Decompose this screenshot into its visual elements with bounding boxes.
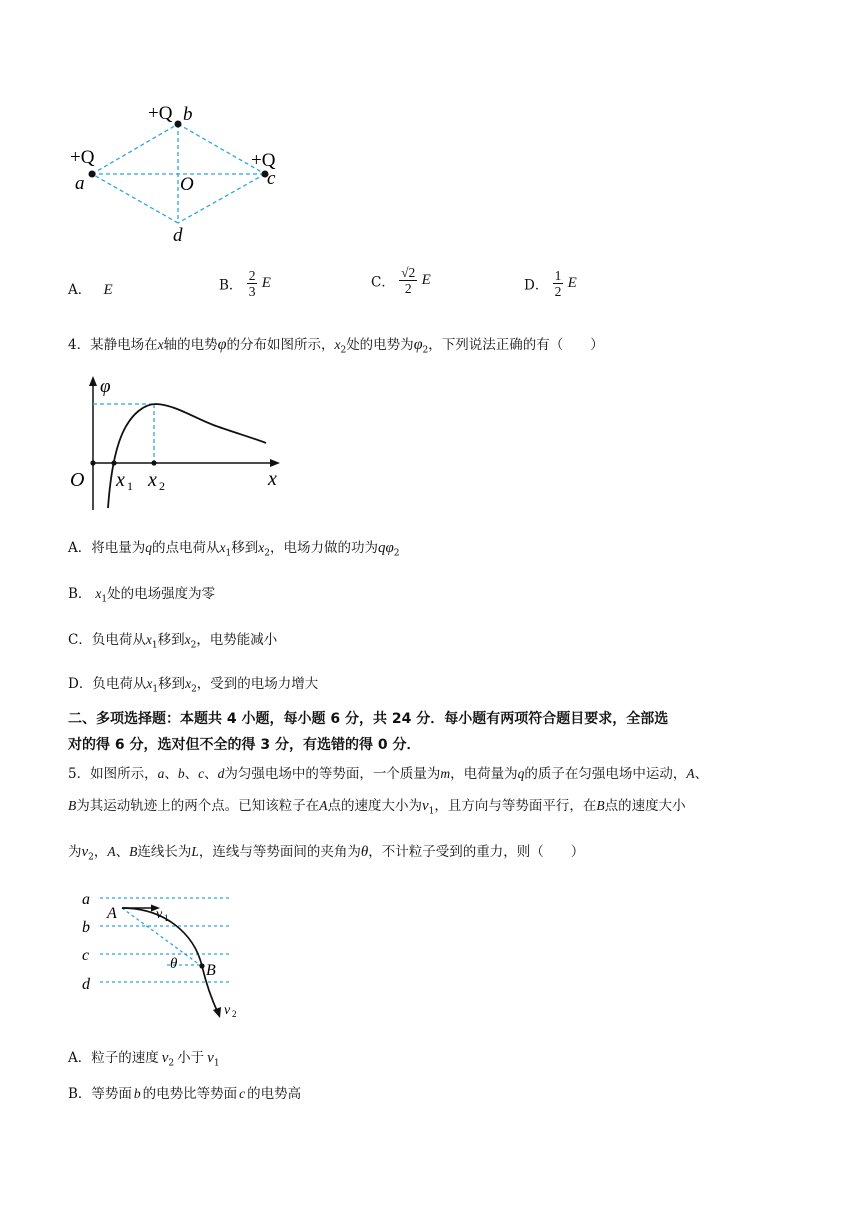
q3-option-b[interactable]: B． $\frac{2}{3}$ E <box>219 268 271 299</box>
label-c: c <box>267 168 276 189</box>
edge-da <box>92 174 178 223</box>
label-surface-d: d <box>82 976 90 993</box>
label-v1-sub: 1 <box>164 913 169 923</box>
fraction-1-2: $\frac{1}{2}$ <box>554 268 562 299</box>
q4-option-c[interactable]: C．负电荷从$x_1$移到$x_2$，电势能减小 <box>68 632 278 651</box>
label-b-charge: +Q <box>148 103 173 124</box>
label-d: d <box>173 225 183 246</box>
y-axis-arrow <box>89 376 97 386</box>
x-axis-label: x <box>268 468 277 490</box>
x2-label: x <box>148 469 157 491</box>
q4-option-d[interactable]: D．负电荷从$x_1$移到$x_2$，受到的电场力增大 <box>68 676 319 695</box>
label-point-b: B <box>206 962 216 979</box>
label-v2: v <box>224 1003 231 1018</box>
label-point-a: A <box>107 905 117 922</box>
x1-label: x <box>116 469 125 491</box>
origin-label: O <box>70 469 85 491</box>
rhombus-charge-diagram <box>60 95 320 255</box>
q3-option-a[interactable]: A． E <box>68 282 113 298</box>
potential-graph <box>66 370 296 515</box>
v2-arrowhead <box>213 1007 221 1018</box>
point-b-dot <box>199 963 204 968</box>
q3-option-c[interactable]: C． $\frac{√2}{2}$ E <box>371 265 431 296</box>
q4-option-b[interactable]: B． $x_1$处的电场强度为零 <box>68 586 216 605</box>
label-surface-b: b <box>82 919 90 936</box>
x2-label-sub: 2 <box>159 479 165 493</box>
charge-dot-a <box>89 171 96 178</box>
q4-stem: 4．某静电场在x轴的电势φ的分布如图所示，$x_2$处的电势为$\varphi_2$，下列说法正确的有（ ） <box>68 336 604 356</box>
q5-option-b[interactable]: B．等势面 b 的电势比等势面 c 的电势高 <box>68 1086 302 1102</box>
q5-option-a[interactable]: A．粒子的速度 $v_2$ 小于 $v_1$ <box>68 1050 220 1069</box>
q5-stem-line2: B为其运动轨迹上的两个点。已知该粒子在A点的速度大小为$v_1$，且方向与等势面平行，在B点的速度大小 <box>68 798 686 817</box>
label-b: b <box>183 104 193 125</box>
x1-dot <box>111 460 116 465</box>
label-c-charge: +Q <box>251 150 276 171</box>
label-surface-c: c <box>82 947 90 964</box>
q5-stem-line3: 为$v_2$，A、B连线长为L，连线与等势面间的夹角为θ，不计粒子受到的重力，则（ ） <box>68 844 585 863</box>
q3-option-d[interactable]: D． $\frac{1}{2}$ E <box>524 268 577 299</box>
charge-dot-b <box>175 121 182 128</box>
label-a-charge: +Q <box>70 147 95 168</box>
edge-ab <box>92 124 178 174</box>
origin-dot <box>90 460 95 465</box>
label-surface-a: a <box>82 891 90 908</box>
x2-dot <box>151 460 156 465</box>
section2-heading-line1: 二、多项选择题：本题共 4 小题，每小题 6 分，共 24 分．每小题有两项符合题目要求，全部选 <box>68 711 669 727</box>
y-axis-label: φ <box>100 376 111 397</box>
label-theta: θ <box>170 956 178 972</box>
label-a: a <box>75 173 85 194</box>
fraction-2-3: $\frac{2}{3}$ <box>248 268 256 299</box>
x1-label-sub: 1 <box>127 479 133 493</box>
q5-stem-line1: 5．如图所示，a、b、c、d为匀强电场中的等势面，一个质量为m，电荷量为q的质子在匀强电场中运动，A、 <box>68 766 709 782</box>
label-o: O <box>180 174 194 195</box>
equipotential-trajectory-diagram <box>72 888 252 1026</box>
label-v1: v <box>156 907 163 922</box>
q4-option-a[interactable]: A．将电量为q的点电荷从$x_1$移到$x_2$，电场力做的功为$q\varphi_2$ <box>68 540 400 559</box>
section2-heading-line2: 对的得 6 分，选对但不全的得 3 分，有选错的得 0 分． <box>68 737 421 753</box>
label-v2-sub: 2 <box>232 1009 237 1019</box>
x-axis-arrow <box>270 459 280 467</box>
fraction-sqrt2-2: $\frac{√2}{2}$ <box>401 265 416 296</box>
